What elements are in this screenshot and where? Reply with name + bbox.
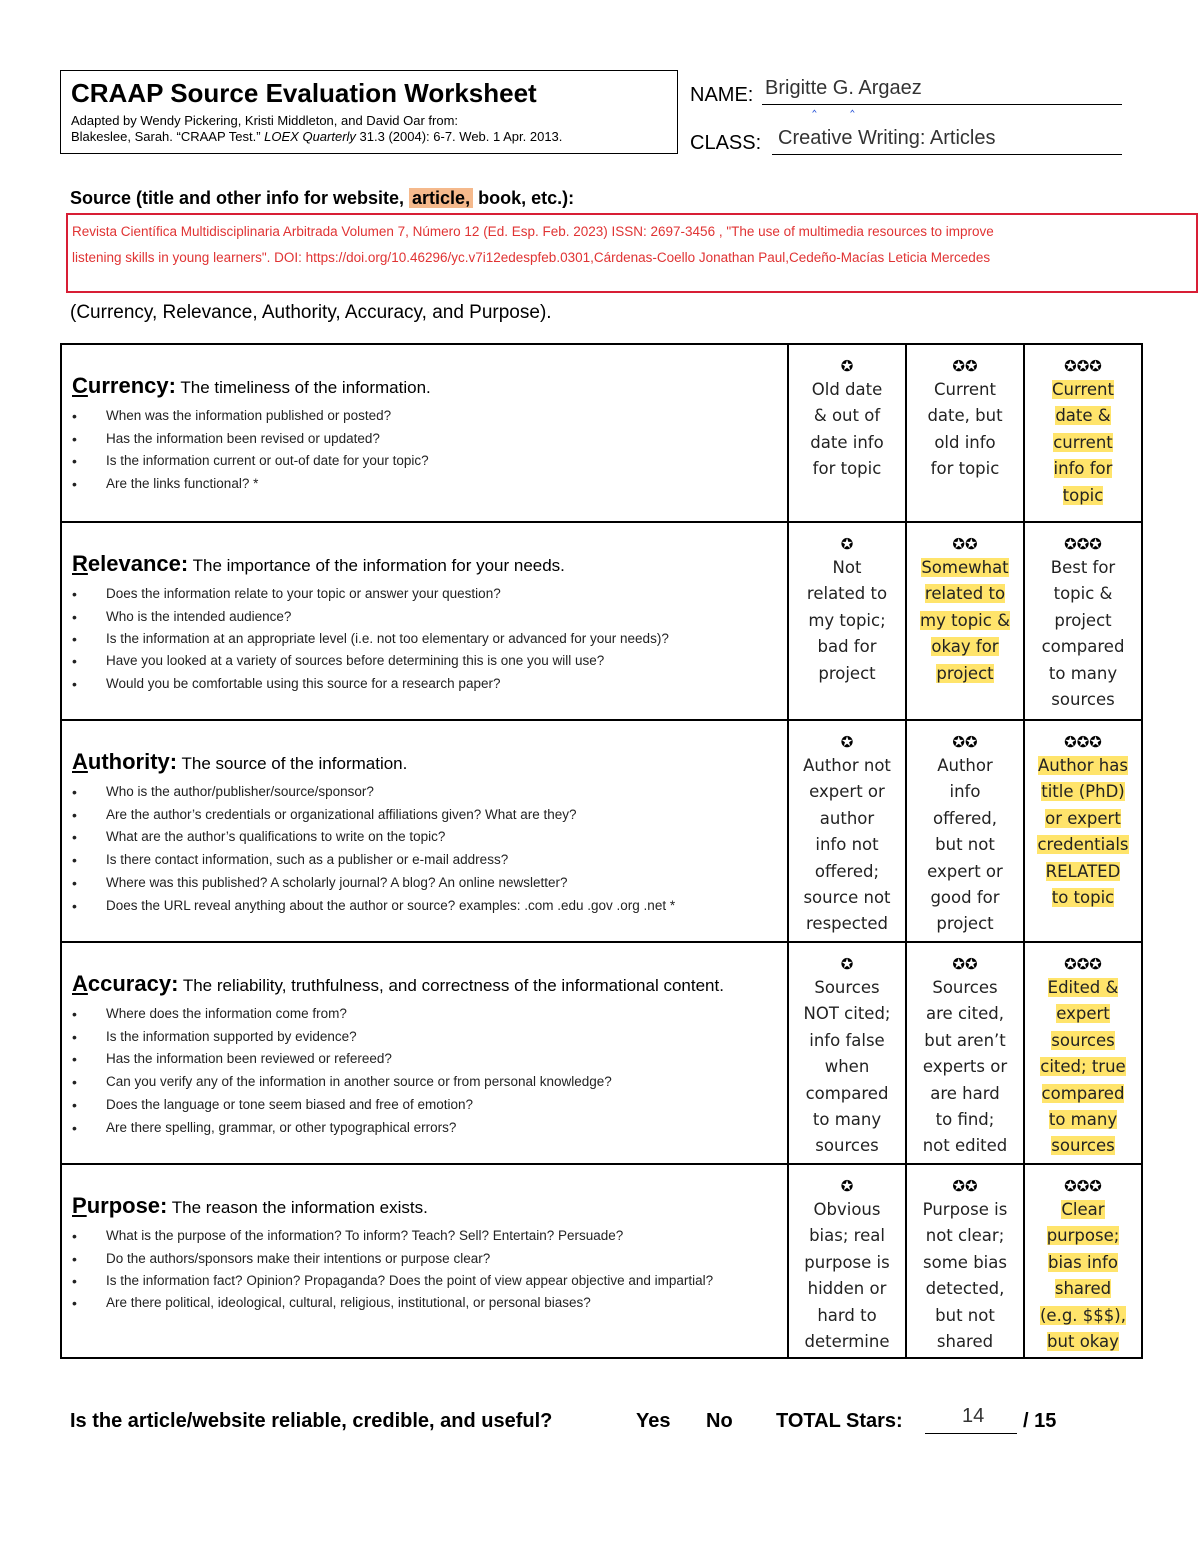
question-item: • Can you verify any of the information in another source or from personal knowledge? [106,1071,777,1094]
criterion-name [72,551,188,576]
rating-text-line: to many [1048,1110,1118,1130]
criterion-description: The source of the information. [177,754,408,773]
rating-cell-1-star[interactable] [788,1164,906,1358]
rating-text-line: compared [1041,1083,1125,1103]
rating-text-line: offered, [933,808,997,828]
rating-text-line: but okay [1047,1332,1119,1352]
rating-text-line: to many [1048,663,1118,683]
question-item: • Is the information supported by evidence? [106,1026,777,1049]
question-item: • Are there spelling, grammar, or other typographical errors? [106,1117,777,1140]
rating-text-line: Obvious [813,1200,881,1219]
rating-description [927,377,1002,483]
question-item: • Where was this published? A scholarly journal? A blog? An online newsletter? [106,872,777,895]
question-item: • Who is the author/publisher/source/sponsor? [106,781,777,804]
rating-text-line: hidden or [807,1279,887,1299]
question-list [72,1003,777,1139]
criterion-initial: A [72,749,88,774]
criterion-description: The reliability, truthfulness, and correctness of the informational content. [178,976,724,995]
rating-description [1040,1197,1126,1355]
caret-mark-icon: ‸ [812,96,817,112]
rating-text-line: RELATED [1045,861,1121,881]
rating-text-line: bias info [1048,1252,1118,1272]
total-stars-max: / 15 [1023,1410,1057,1432]
question-item: • Does the information relate to your topic or answer your question? [106,583,777,606]
rating-description [1040,975,1125,1160]
question-item: • Have you looked at a variety of sources before determining this is one you will use? [106,650,777,673]
adapted-line-2 [71,129,667,145]
adapted-credit [71,113,667,145]
question-item: • Is the information current or out-of date for your topic? [106,450,777,473]
rating-cell-3-star[interactable] [1024,942,1142,1164]
question-item: • Has the information been reviewed or refereed? [106,1048,777,1071]
source-label-highlight: article, [409,188,473,208]
rating-text-line: topic [1062,485,1104,505]
rating-text-line: shared [1054,1279,1112,1299]
star-rating-icon: ✪✪ [952,733,978,751]
source-label-post: book, etc.): [473,188,575,208]
rating-description [804,1197,889,1355]
class-underline [772,154,1122,155]
rating-text-line: topic & [1053,584,1113,604]
rating-text-line: NOT cited; [803,1004,891,1024]
criterion-name [72,971,178,996]
rating-text-line: but not [935,835,995,855]
question-item: • Are the links functional? * [106,473,777,496]
question-item: • What is the purpose of the information? To inform? Teach? Sell? Entertain? Persuade? [106,1225,777,1248]
rating-text-line: purpose is [804,1252,890,1272]
rating-description [923,1197,1008,1355]
criterion-initial: R [72,551,88,576]
total-stars-label: TOTAL Stars: [776,1410,903,1432]
rating-description [807,555,887,687]
rating-description [923,975,1008,1160]
criterion-initial: C [72,373,88,398]
criterion-heading [72,971,777,997]
criterion-name-rest: urrency: [87,373,176,398]
reliability-question: Is the article/website reliable, credible, and useful? [70,1410,553,1432]
criterion-row [61,720,1142,942]
criterion-description: The importance of the information for your needs. [188,556,565,575]
rating-text-line: for topic [930,459,1000,479]
rating-text-line: Sources [814,978,880,997]
rating-cell-2-star[interactable] [906,1164,1024,1358]
criterion-name-rest: urpose: [86,1193,168,1218]
rating-text-line: to many [812,1110,882,1130]
rating-text-line: good for [930,888,1000,908]
rating-text-line: but not [935,1305,995,1325]
source-line-2: listening skills in young learners". DOI: https://doi.org/10.46296/yc.v7i12edespfeb.0301,Cárdenas-Coello Jonathan Paul,Cedeño-Macías Leticia Mercedes [72,250,991,265]
criterion-heading [72,373,777,399]
rating-text-line: title (PhD) [1041,782,1125,802]
rating-text-line: related to [806,584,888,604]
rating-text-line: & out of [813,406,881,426]
criterion-name-rest: uthority: [87,749,178,774]
question-item: • What are the author’s qualifications to write on the topic? [106,826,777,849]
rating-text-line: (e.g. $$$), [1040,1305,1126,1325]
rating-text-line: compared [1041,637,1125,657]
rating-text-line: respected [806,914,888,934]
star-rating-icon: ✪✪ [952,955,978,973]
class-label: CLASS: [690,132,762,154]
rating-text-line: to topic [1051,888,1115,908]
class-value[interactable]: Creative Writing: Articles [778,127,996,149]
criterion-questions-cell [61,1164,788,1358]
star-rating-icon: ✪ [840,1177,854,1195]
rating-text-line: okay for [931,637,999,657]
source-input-box[interactable] [66,213,1198,293]
rating-cell-3-star[interactable] [1024,720,1142,942]
rating-text-line: related to [924,584,1006,604]
rating-text-line: are cited, [926,1004,1004,1024]
rating-cell-2-star[interactable] [906,942,1024,1164]
rating-cell-3-star[interactable] [1024,1164,1142,1358]
rating-text-line: hard to [817,1305,877,1325]
rating-text-line: Clear [1061,1200,1105,1219]
question-item: • Does the language or tone seem biased and free of emotion? [106,1094,777,1117]
question-item: • Would you be comfortable using this source for a research paper? [106,673,777,696]
criterion-row [61,344,1142,522]
rating-text-line: project [1054,610,1112,630]
question-list [72,405,777,496]
rating-text-line: for topic [812,459,882,479]
criterion-row [61,942,1142,1164]
rating-description [1042,555,1125,713]
rating-description [920,555,1010,687]
rating-text-line: Best for [1050,558,1116,577]
criterion-questions-cell [61,720,788,942]
criterion-initial: A [72,971,88,996]
rating-text-line: Old date [811,380,883,399]
rating-text-line: sources [1051,1030,1115,1050]
question-item: • Where does the information come from? [106,1003,777,1026]
rating-text-line: Edited & [1047,978,1119,997]
rating-text-line: info not [815,835,879,855]
criterion-initial: P [72,1193,87,1218]
question-item: • Does the URL reveal anything about the author or source? examples: .com .edu .gov .org .net * [106,895,777,918]
criterion-name [72,1193,167,1218]
worksheet-title: CRAAP Source Evaluation Worksheet [71,78,537,108]
rating-text-line: bad for [817,637,877,657]
rating-text-line: date, but [927,406,1003,426]
rating-text-line: Somewhat [921,558,1009,577]
criterion-questions-cell [61,942,788,1164]
question-item: • Do the authors/sponsors make their intentions or purpose clear? [106,1248,777,1271]
worksheet-title-box [60,70,678,154]
star-rating-icon: ✪✪✪ [1064,955,1102,973]
rating-text-line: source not [803,888,891,908]
rating-cell-1-star[interactable] [788,522,906,720]
star-rating-icon: ✪✪✪ [1064,535,1102,553]
rating-text-line: when [824,1057,870,1077]
star-rating-icon: ✪ [840,535,854,553]
star-rating-icon: ✪✪ [952,357,978,375]
rating-text-line: offered; [814,861,880,881]
citation-journal: LOEX Quarterly [264,129,356,144]
star-rating-icon: ✪ [840,357,854,375]
rating-text-line: date info [810,432,884,452]
rating-text-line: not edited [922,1136,1008,1156]
criterion-heading [72,749,777,775]
rating-description [810,377,883,483]
rating-text-line: Sources [932,978,998,997]
question-item: • Is there contact information, such as a publisher or e-mail address? [106,849,777,872]
rating-description [804,975,891,1160]
rating-text-line: credentials [1037,835,1129,855]
total-stars-underline [925,1433,1017,1434]
yes-option[interactable]: Yes [636,1410,671,1432]
rating-description [1052,377,1114,509]
rating-text-line: detected, [925,1279,1005,1299]
source-label-pre: Source (title and other info for website, [70,188,410,208]
rating-text-line: Author has [1038,756,1128,775]
rating-cell-2-star[interactable] [906,344,1024,522]
star-rating-icon: ✪ [840,955,854,973]
question-item: • Are there political, ideological, cultural, religious, institutional, or personal biases? [106,1292,777,1315]
adapted-line-1: Adapted by Wendy Pickering, Kristi Middleton, and David Oar from: [71,113,459,128]
rating-text-line: some bias [923,1252,1007,1272]
question-item: • Is the information fact? Opinion? Propaganda? Does the point of view appear objective and impartial? [106,1270,777,1292]
rating-text-line: sources [1051,1136,1115,1156]
rating-text-line: sources [815,1136,879,1156]
rating-text-line: sources [1051,690,1115,710]
rating-text-line: not clear; [925,1226,1005,1246]
star-rating-icon: ✪✪ [952,1177,978,1195]
total-stars-value[interactable]: 14 [962,1405,985,1427]
rating-text-line: purpose; [1046,1226,1120,1246]
question-item: • Who is the intended audience? [106,606,777,629]
criterion-heading [72,551,777,577]
rating-text-line: expert or [927,861,1003,881]
rating-cell-2-star[interactable] [906,522,1024,720]
craap-table [60,343,1143,1359]
rating-text-line: my topic; [808,610,886,630]
question-item: • Is the information at an appropriate level (i.e. not too elementary or advanced for your needs)? [106,628,777,650]
rating-text-line: Author not [803,756,891,775]
rating-text-line: Current [934,380,996,399]
question-item: • When was the information published or posted? [106,405,777,428]
name-field[interactable] [690,72,1130,112]
criterion-row [61,522,1142,720]
rating-text-line: or expert [1045,808,1121,828]
star-rating-icon: ✪✪✪ [1064,733,1102,751]
rating-cell-1-star[interactable] [788,720,906,942]
name-value[interactable]: Brigitte G. Argaez [765,77,922,99]
rating-cell-2-star[interactable] [906,720,1024,942]
rating-text-line: my topic & [920,610,1010,630]
star-rating-icon: ✪✪ [952,535,978,553]
criterion-row [61,1164,1142,1358]
rating-cell-1-star[interactable] [788,344,906,522]
rating-text-line: old info [934,432,996,452]
citation-post: 31.3 (2004): 6-7. Web. 1 Apr. 2013. [355,129,563,144]
rating-text-line: shared [936,1332,994,1352]
rating-text-line: project [936,914,994,934]
criterion-name-rest: elevance: [87,551,189,576]
criteria-intro: (Currency, Relevance, Authority, Accuracy, and Purpose). [70,302,552,323]
rating-text-line: Current [1052,380,1114,399]
rating-cell-3-star[interactable] [1024,522,1142,720]
star-rating-icon: ✪ [840,733,854,751]
name-label: NAME: [690,84,754,106]
no-option[interactable]: No [706,1410,733,1432]
rating-text-line: info false [809,1030,885,1050]
rating-text-line: expert [1056,1004,1110,1024]
caret-mark-icon: ‸ [850,96,855,112]
rating-text-line: determine [804,1332,890,1352]
star-rating-icon: ✪✪✪ [1064,357,1102,375]
rating-text-line: info for [1053,459,1113,479]
rating-text-line: bias; real [809,1226,885,1246]
rating-text-line: Author [937,756,993,775]
criterion-description: The reason the information exists. [167,1198,428,1217]
rating-text-line: but aren’t [924,1030,1006,1050]
rating-text-line: experts or [922,1057,1008,1077]
star-rating-icon: ✪✪✪ [1064,1177,1102,1195]
rating-description [803,753,891,938]
rating-text-line: Purpose is [922,1200,1008,1219]
source-line-1: Revista Científica Multidisciplinaria Arbitrada Volumen 7, Número 12 (Ed. Esp. Feb. 2023) ISSN: 2697-3456 , "The use of multimedia resources to improve [72,224,994,239]
citation-pre: Blakeslee, Sarah. “CRAAP Test.” [71,129,265,144]
question-list [72,583,777,696]
source-label [70,188,574,209]
rating-description [1037,753,1128,911]
rating-text-line: current [1053,432,1113,452]
question-list [72,781,777,917]
criterion-questions-cell [61,522,788,720]
rating-text-line: author [819,808,875,828]
rating-cell-1-star[interactable] [788,942,906,1164]
rating-text-line: to find; [935,1110,995,1130]
rating-text-line: cited; true [1040,1057,1126,1077]
criterion-name-rest: ccuracy: [87,971,179,996]
question-list [72,1225,777,1315]
rating-text-line: info [949,782,981,802]
criterion-name [72,373,176,398]
question-item: • Are the author’s credentials or organizational affiliations given? What are they? [106,804,777,827]
criterion-description: The timeliness of the information. [175,378,431,397]
rating-cell-3-star[interactable] [1024,344,1142,522]
rating-text-line: compared [805,1083,889,1103]
rating-text-line: date & [1055,406,1111,426]
rating-text-line: project [818,663,876,683]
criterion-questions-cell [61,344,788,522]
criterion-heading [72,1193,777,1219]
rating-text-line: are hard [930,1083,1000,1103]
rating-text-line: expert or [809,782,885,802]
class-field[interactable] [690,122,1130,162]
rating-text-line: Not [832,558,862,577]
criterion-name [72,749,177,774]
rating-text-line: project [936,663,994,683]
question-item: • Has the information been revised or updated? [106,428,777,451]
rating-description [927,753,1003,938]
